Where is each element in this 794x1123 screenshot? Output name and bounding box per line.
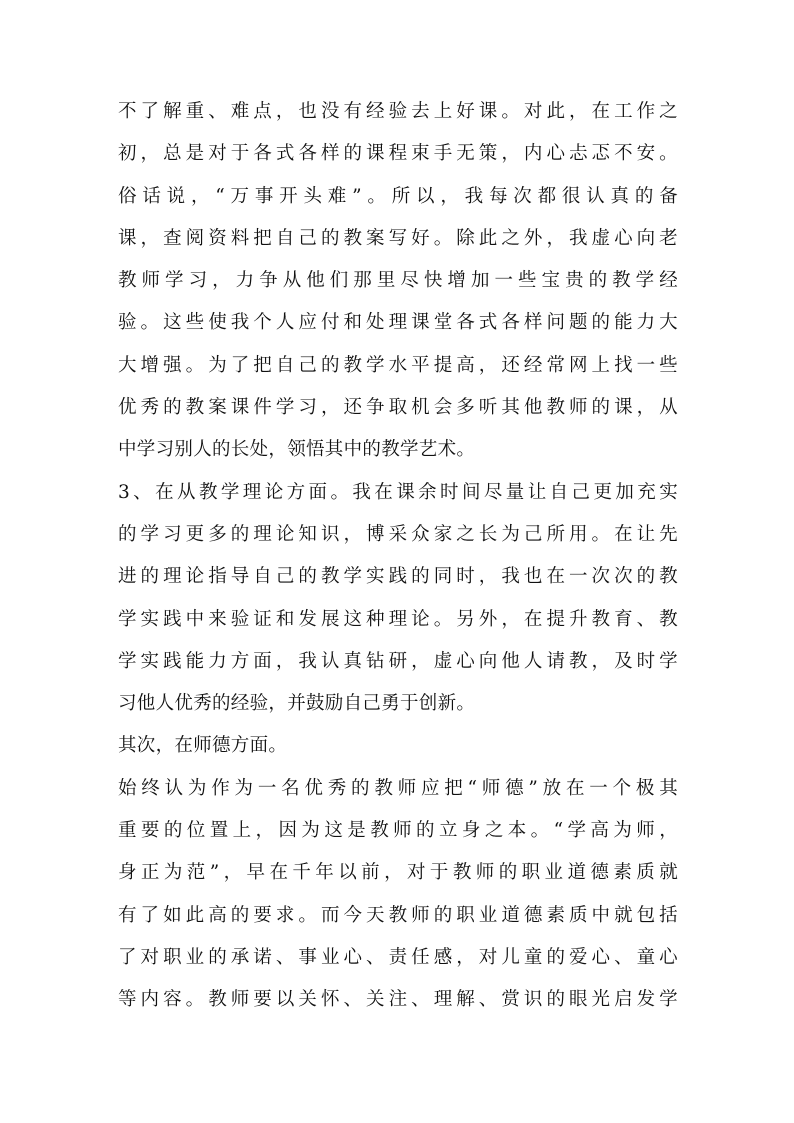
text-line: 初，总是对于各式各样的课程束手无策，内心忐忑不安。 — [118, 143, 678, 165]
text-line: 身正为范”，早在千年以前，对于教师的职业道德素质就 — [118, 862, 678, 884]
text-line: 不了解重、难点，也没有经验去上好课。对此，在工作之 — [118, 101, 678, 122]
text-line: 的学习更多的理论知识，博采众家之长为己所用。在让先 — [118, 523, 678, 545]
text-line: 学实践能力方面，我认真钻研，虚心向他人请教，及时学 — [118, 650, 678, 672]
text-line: 俗话说，“万事开头难”。所以，我每次都很认真的备 — [118, 185, 678, 207]
text-line: 习他人优秀的经验，并鼓励自己勇于创新。 — [118, 693, 476, 715]
text-line: 中学习别人的长处，领悟其中的教学艺术。 — [118, 439, 476, 461]
text-line: 课，查阅资料把自己的教案写好。除此之外，我虚心向老 — [118, 227, 678, 249]
text-line: 验。这些使我个人应付和处理课堂各式各样问题的能力大 — [118, 312, 678, 334]
text-line: 大增强。为了把自己的教学水平提高，还经常网上找一些 — [118, 354, 678, 376]
text-line: 了对职业的承诺、事业心、责任感，对儿童的爱心、童心 — [118, 946, 678, 968]
document-body — [118, 91, 678, 1022]
text-line: 进的理论指导自己的教学实践的同时，我也在一次次的教 — [118, 566, 678, 588]
text-line: 教师学习，力争从他们那里尽快增加一些宝贵的教学经 — [118, 270, 678, 292]
text-line: 等内容。教师要以关怀、关注、理解、赏识的眼光启发学 — [118, 989, 678, 1011]
text-line: 重要的位置上，因为这是教师的立身之本。“学高为师， — [118, 820, 678, 842]
section-heading: 其次，在师德方面。 — [118, 735, 288, 757]
text-line: 始终认为作为一名优秀的教师应把“师德”放在一个极其 — [118, 777, 678, 799]
text-line: 学实践中来验证和发展这种理论。另外，在提升教育、教 — [118, 608, 678, 630]
text-line: 3、在从教学理论方面。我在课余时间尽量让自己更加充实 — [118, 481, 678, 503]
text-line: 优秀的教案课件学习，还争取机会多听其他教师的课，从 — [118, 397, 678, 419]
text-line: 有了如此高的要求。而今天教师的职业道德素质中就包括 — [118, 904, 678, 926]
